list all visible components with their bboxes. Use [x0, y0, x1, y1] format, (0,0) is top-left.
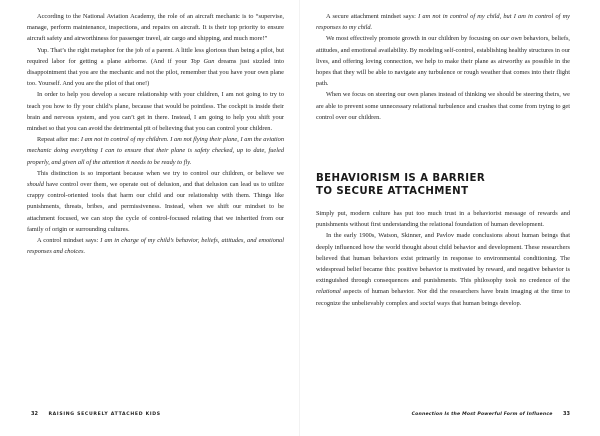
italic-run: our own [500, 35, 522, 43]
italic-run: I am not in control of my child, but I am in control of my responses to my child. [316, 13, 570, 32]
paragraph [316, 33, 570, 89]
text-run: In order to help you develop a secure relationship with your children, I am not going to try to teach you how to fly your child’s plane, because that would be pointless. The cockpit is inside their brain and nervous system, and you can’t get in there. Instead, I am going to help you shift your mindset so that you can avoid the detrimental pit of believing that you can control your children. [27, 91, 284, 133]
italic-run: social [420, 299, 436, 307]
italic-run: I am not in control of my children. I am not flying their plane, I am the aviation mechanic doing everything I can to ensure that their plane is safety checked, up to date, fueled properly, and given all of the attention it needs to be ready to fly. [27, 136, 284, 166]
text-run: We most effectively promote growth in our children by focusing on [326, 35, 501, 43]
running-head-right: Connection Is the Most Powerful Form of Influence [411, 412, 553, 417]
right-body-bottom [316, 208, 570, 309]
paragraph [27, 168, 284, 235]
right-page [300, 0, 600, 436]
paragraph [27, 11, 284, 45]
page-number-left: 32 [31, 411, 38, 417]
right-footer [412, 410, 570, 419]
text-run: In the early 1900s, Watson, Skinner, and Pavlov made conclusions about human beings that deeply influenced how the world thought about child behavior and development. These researchers believed that human behaviors exist primarily in response to environmental conditioning. The widespread belief became this: positive behavior is motivated by reward, and negative behavior is extinguished through consequences and punishments. This philosophy took no credence of the [316, 232, 570, 285]
paragraph [27, 134, 284, 168]
paragraph [27, 45, 284, 90]
paragraph [316, 230, 570, 308]
text-run: Repeat after me: [37, 136, 81, 144]
section-heading-line-1: BEHAVIORISM IS A BARRIER [316, 173, 486, 185]
italic-run: relational [316, 288, 341, 296]
text-run: When we focus on steering our own planes instead of thinking we should be steering theirs, we are able to prevent some unnecessary relational turbulence and crashes that come from trying to get control over our children. [316, 91, 570, 121]
right-body-text [316, 11, 570, 309]
text-run: have control over them, we operate out of delusion, and that delusion can lead us to utilize crappy control-oriented tools that harm our child and our relationship with them. Things like punishments, threats, bribes, and permissiveness. Instead, when we shift our mindset to be attachment focused, we can stop the cycle of control-focused relating that we inherited from our family of origin or surrounding cultures. [27, 181, 284, 233]
text-run: aspects of human behavior. Nor did the researchers have brain imaging at the time to recognize the unbelievably complex and [316, 288, 570, 307]
text-run: dreams just sizzled into disappointment that you are the mechanic and not the pilot, remember that you have your own plane too. Yourself. And you are the pilot of that one!) [27, 57, 285, 88]
italic-run: I am in charge of my child’s behavior, beliefs, attitudes, and emotional responses and choices. [27, 237, 284, 256]
paragraph [27, 89, 284, 134]
text-run: A control mindset says: [37, 237, 101, 245]
paragraph [316, 208, 570, 230]
page-number-right: 33 [563, 411, 570, 417]
right-body-top [316, 11, 570, 123]
text-run: ways that human beings develop. [435, 299, 522, 307]
paragraph [27, 235, 284, 257]
text-run: According to the National Aviation Academy, the role of an aircraft mechanic is to “supervise, manage, perform maintenance, inspections, and repairs on aircraft. It is their top priority to ensure aircraft safety and airworthiness for passenger travel, air cargo and shipping, and much more!” [27, 13, 284, 43]
text-run: Simply put, modern culture has put too much trust in a behaviorist message of rewards and punishments without first understanding the relational foundation of human development. [316, 210, 570, 229]
left-body-text [27, 11, 284, 257]
paragraph [316, 11, 570, 33]
running-head-left: RAISING SECURELY ATTACHED KIDS [48, 412, 161, 417]
left-footer [27, 410, 161, 419]
text-run: This distinction is so important because when we try to control our children, or believe we [37, 169, 284, 177]
text-run: behaviors, beliefs, attitudes, and emotional availability. By modeling self-control, establishing healthy structures in our lives, and offering loving connection, we help to make their plane as airworthy as possible in the hopes that they will be able to navigate any turbulence or rough weather that comes into their flight path. [316, 35, 570, 88]
italic-run: should [27, 181, 44, 189]
text-run: Yup. That’s the right metaphor for the job of a parent. A little less glorious than being a pilot, but required labor for getting a plane airborne. (And if your [27, 46, 284, 65]
section-heading [316, 172, 570, 198]
italic-run: Top Gun [190, 57, 215, 65]
text-run: A secure attachment mindset says: [326, 13, 419, 20]
section-heading-line-2: TO SECURE ATTACHMENT [316, 186, 469, 198]
paragraph [316, 89, 570, 123]
